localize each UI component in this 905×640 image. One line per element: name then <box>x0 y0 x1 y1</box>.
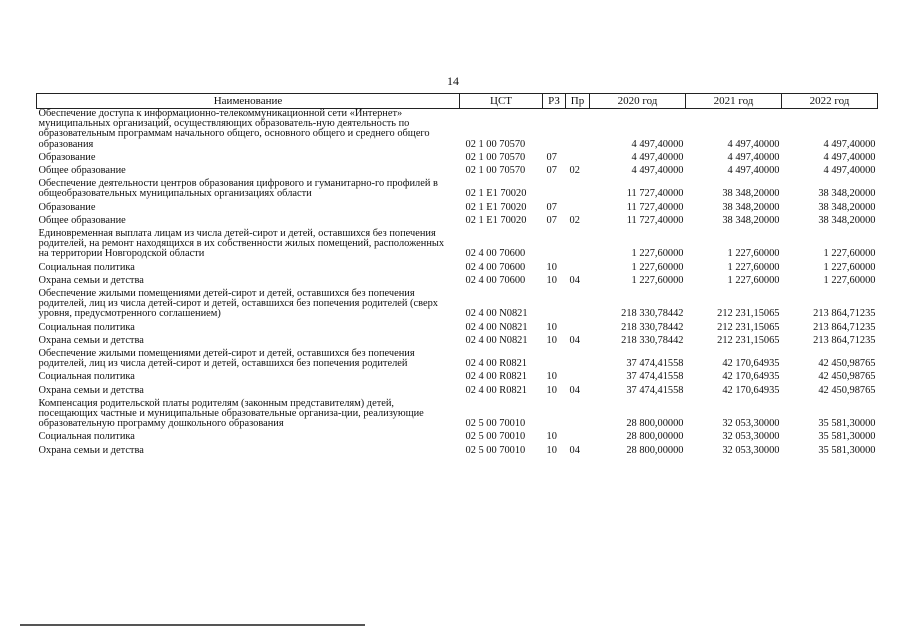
cell-y2021: 32 053,30000 <box>722 431 780 443</box>
cell-y2022: 38 348,20000 <box>818 214 876 226</box>
cell-y2020: 28 800,00000 <box>626 418 684 430</box>
cell-rz: 07 <box>546 151 557 163</box>
cell-cst: 02 4 00 70600 <box>465 248 526 260</box>
cell-cst: 02 4 00 70600 <box>465 274 526 286</box>
cell-pr <box>566 203 590 216</box>
cell-rz: 07 <box>546 214 557 226</box>
cell-y2021: 1 227,60000 <box>727 274 780 286</box>
header-cst: ЦСТ <box>460 94 543 109</box>
cell-name: Социальная политика <box>38 431 135 443</box>
cell-pr <box>566 432 590 445</box>
table-row <box>37 386 878 399</box>
cell-pr: 04 <box>569 444 580 456</box>
cell-y2022: 35 581,30000 <box>818 418 876 430</box>
cell-y2022: 42 450,98765 <box>818 371 876 383</box>
cell-y2020: 37 474,41558 <box>626 384 684 396</box>
cell-y2021: 4 497,40000 <box>727 138 780 150</box>
cell-y2022: 42 450,98765 <box>818 384 876 396</box>
header-2021: 2021 год <box>686 94 782 109</box>
cell-name: Охрана семьи и детства <box>38 334 144 346</box>
cell-y2020: 4 497,40000 <box>631 151 684 163</box>
header-pr: Пр <box>566 94 590 109</box>
cell-y2021: 4 497,40000 <box>727 151 780 163</box>
cell-y2020: 218 330,78442 <box>621 334 684 346</box>
cell-y2021: 212 231,15065 <box>717 308 780 320</box>
cell-pr <box>566 349 590 372</box>
cell-y2021: 32 053,30000 <box>722 418 780 430</box>
cell-y2020: 1 227,60000 <box>631 248 684 260</box>
cell-cst: 02 1 E1 70020 <box>465 214 527 226</box>
cell-y2022: 4 497,40000 <box>823 138 876 150</box>
cell-y2020: 28 800,00000 <box>626 444 684 456</box>
cell-y2021: 212 231,15065 <box>717 334 780 346</box>
cell-cst: 02 5 00 70010 <box>465 431 526 443</box>
cell-y2021: 42 170,64935 <box>722 384 780 396</box>
cell-pr <box>566 399 590 433</box>
cell-y2020: 11 727,40000 <box>626 188 684 200</box>
cell-name: Общее образование <box>38 165 126 177</box>
table-row <box>37 203 878 216</box>
cell-name: Образование <box>38 201 96 213</box>
table-row <box>37 323 878 336</box>
cell-y2022: 4 497,40000 <box>823 165 876 177</box>
cell-pr: 02 <box>569 165 580 177</box>
cell-rz: 07 <box>546 201 557 213</box>
cell-cst: 02 4 00 70600 <box>465 261 526 273</box>
cell-y2021: 38 348,20000 <box>722 214 780 226</box>
cell-cst: 02 1 00 70570 <box>465 151 526 163</box>
cell-pr: 04 <box>569 334 580 346</box>
cell-y2020: 11 727,40000 <box>626 214 684 226</box>
header-2022: 2022 год <box>782 94 878 109</box>
cell-cst: 02 4 00 N0821 <box>465 334 528 346</box>
cell-pr: 04 <box>569 384 580 396</box>
cell-y2020: 28 800,00000 <box>626 431 684 443</box>
table-row <box>37 229 878 263</box>
cell-cst: 02 4 00 N0821 <box>465 308 528 320</box>
cell-y2020: 11 727,40000 <box>626 201 684 213</box>
cell-cst: 02 1 E1 70020 <box>465 201 527 213</box>
cell-pr <box>566 109 590 153</box>
cell-pr <box>566 323 590 336</box>
cell-rz: 10 <box>546 444 557 456</box>
cell-rz: 10 <box>546 274 557 286</box>
cell-rz: 10 <box>546 321 557 333</box>
cell-rz: 10 <box>546 334 557 346</box>
cell-y2022: 213 864,71235 <box>813 334 876 346</box>
cell-rz: 07 <box>546 165 557 177</box>
cell-pr <box>566 289 590 323</box>
cell-y2022: 42 450,98765 <box>818 358 876 370</box>
cell-name: Единовременная выплата лицам из числа детей-сирот и детей, оставшихся без попечения родителей, на ремонт находящихся в их собственности жилых помещений, расположенных на территории Новгородской области <box>38 228 445 260</box>
table-header-row <box>37 94 878 109</box>
cell-name: Компенсация родительской платы родителям (законным представителям) детей, посещающих частные и муниципальные образовательные организа-ции, реализующие образовательную программу дошкольного образования <box>38 397 424 430</box>
table-row <box>37 179 878 202</box>
cell-y2021: 4 497,40000 <box>727 165 780 177</box>
cell-y2020: 218 330,78442 <box>621 321 684 333</box>
cell-rz: 10 <box>546 431 557 443</box>
table-body <box>37 109 878 459</box>
page-number: 14 <box>447 74 459 88</box>
cell-cst: 02 5 00 70010 <box>465 418 526 430</box>
cell-y2022: 1 227,60000 <box>823 248 876 260</box>
table-row <box>37 289 878 323</box>
cell-y2021: 38 348,20000 <box>722 201 780 213</box>
cell-y2022: 4 497,40000 <box>823 151 876 163</box>
header-name: Наименование <box>37 94 460 109</box>
table-row <box>37 446 878 459</box>
cell-y2021: 1 227,60000 <box>727 261 780 273</box>
cell-name: Образование <box>38 151 96 163</box>
table-row <box>37 372 878 385</box>
cell-rz <box>543 229 566 263</box>
cell-name: Обеспечение доступа к информационно-телекоммуникационной сети «Интернет» муниципальных организаций, осуществляющих образователь-ную деятельность по образовательным программам начального общего, основного общего и среднего общего образования <box>38 108 430 150</box>
header-rz: РЗ <box>543 94 566 109</box>
cell-name: Охрана семьи и детства <box>38 274 144 286</box>
cell-cst: 02 1 00 70570 <box>465 165 526 177</box>
cell-y2021: 38 348,20000 <box>722 188 780 200</box>
cell-y2020: 1 227,60000 <box>631 261 684 273</box>
cell-name: Обеспечение деятельности центров образования цифрового и гуманитарно-го профилей в общеобразовательных муниципальных организациях области <box>38 178 438 200</box>
footer-rule <box>20 624 365 626</box>
cell-pr <box>566 229 590 263</box>
cell-pr <box>566 179 590 202</box>
cell-cst: 02 4 00 N0821 <box>465 321 528 333</box>
cell-rz: 10 <box>546 261 557 273</box>
cell-y2022: 1 227,60000 <box>823 274 876 286</box>
cell-pr <box>566 372 590 385</box>
cell-rz <box>543 109 566 153</box>
table-row <box>37 349 878 372</box>
cell-rz: 10 <box>546 384 557 396</box>
cell-y2020: 37 474,41558 <box>626 358 684 370</box>
cell-cst: 02 4 00 R0821 <box>465 384 527 396</box>
cell-rz: 10 <box>546 371 557 383</box>
cell-pr: 02 <box>569 214 580 226</box>
cell-name: Обеспечение жилыми помещениями детей-сирот и детей, оставшихся без попечения родителей, лиц из числа детей-сирот и детей, оставшихся без попечения родителей (сверх уровня, предусмотренного соглашением) <box>38 288 438 320</box>
cell-name: Социальная политика <box>38 371 135 383</box>
table-row <box>37 432 878 445</box>
cell-cst: 02 4 00 R0821 <box>465 371 527 383</box>
cell-rz <box>543 349 566 372</box>
cell-name: Охрана семьи и детства <box>38 444 144 456</box>
cell-rz <box>543 399 566 433</box>
cell-name: Обеспечение жилыми помещениями детей-сирот и детей, оставшихся без попечения родителей, лиц из числа детей-сирот и детей, оставшихся без попечения родителей <box>38 348 415 370</box>
cell-y2020: 218 330,78442 <box>621 308 684 320</box>
cell-y2022: 1 227,60000 <box>823 261 876 273</box>
cell-name: Социальная политика <box>38 261 135 273</box>
budget-table <box>36 93 878 459</box>
cell-y2020: 4 497,40000 <box>631 138 684 150</box>
cell-rz <box>543 179 566 202</box>
table-row <box>37 109 878 153</box>
cell-cst: 02 5 00 70010 <box>465 444 526 456</box>
cell-y2020: 4 497,40000 <box>631 165 684 177</box>
cell-y2022: 35 581,30000 <box>818 444 876 456</box>
cell-y2022: 38 348,20000 <box>818 188 876 200</box>
cell-y2022: 38 348,20000 <box>818 201 876 213</box>
cell-y2021: 42 170,64935 <box>722 371 780 383</box>
cell-name: Общее образование <box>38 214 126 226</box>
cell-rz <box>543 289 566 323</box>
cell-name: Социальная политика <box>38 321 135 333</box>
table-row <box>37 263 878 276</box>
cell-pr <box>566 263 590 276</box>
cell-name: Охрана семьи и детства <box>38 384 144 396</box>
cell-y2020: 37 474,41558 <box>626 371 684 383</box>
table-row <box>37 399 878 433</box>
cell-y2021: 32 053,30000 <box>722 444 780 456</box>
cell-cst: 02 1 00 70570 <box>465 138 526 150</box>
header-2020: 2020 год <box>590 94 686 109</box>
cell-y2022: 213 864,71235 <box>813 321 876 333</box>
cell-cst: 02 4 00 R0821 <box>465 358 527 370</box>
cell-cst: 02 1 E1 70020 <box>465 188 527 200</box>
cell-y2022: 213 864,71235 <box>813 308 876 320</box>
cell-y2021: 212 231,15065 <box>717 321 780 333</box>
cell-y2020: 1 227,60000 <box>631 274 684 286</box>
cell-y2021: 42 170,64935 <box>722 358 780 370</box>
cell-pr: 04 <box>569 274 580 286</box>
cell-y2021: 1 227,60000 <box>727 248 780 260</box>
cell-y2022: 35 581,30000 <box>818 431 876 443</box>
